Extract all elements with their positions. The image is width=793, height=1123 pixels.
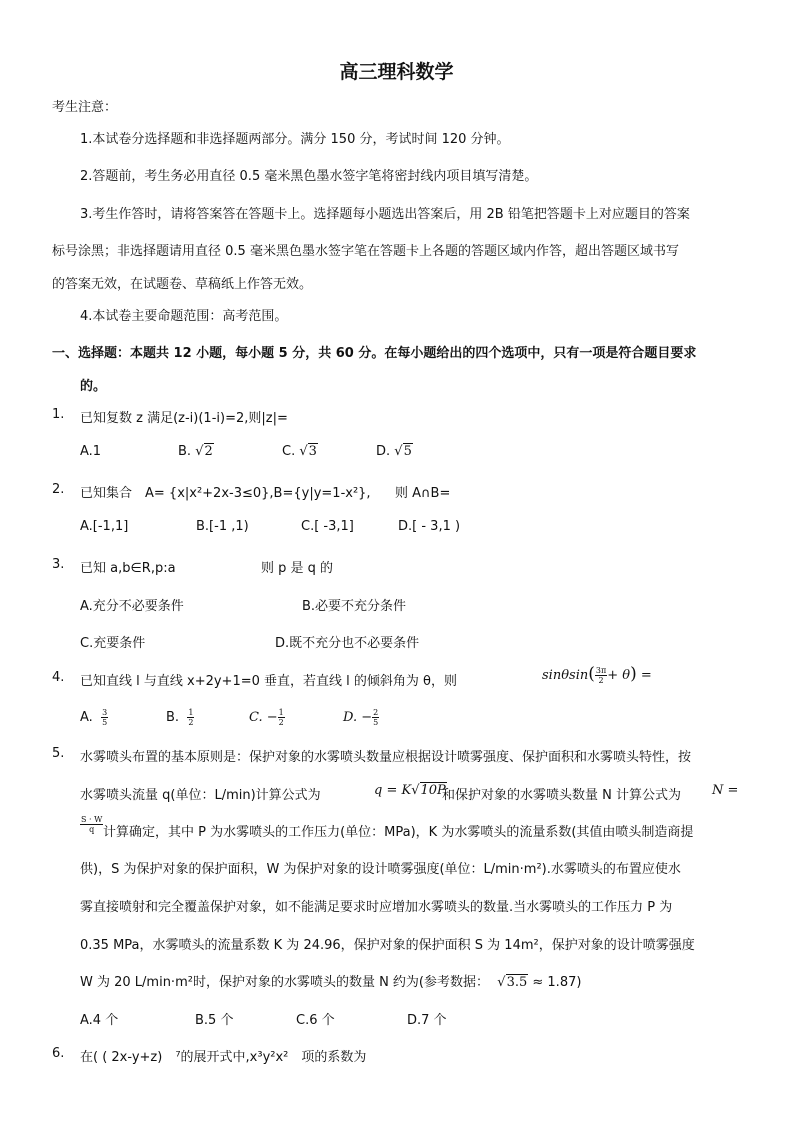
option-c: C.[ -3,1] (301, 519, 354, 534)
sqrt-expression: √3.5 (497, 975, 528, 990)
option-c: C.6 个 (296, 1013, 335, 1028)
option-d: D. √5 (376, 444, 412, 459)
option-b: B.5 个 (195, 1013, 234, 1028)
sqrt-expression: √3 (299, 444, 317, 459)
option-b: B.[-1 ,1) (196, 519, 249, 534)
question-stem: 已知复数 z 满足(z-i)(1-i)=2,则|z|= (80, 411, 288, 426)
option-a: A.1 (80, 444, 102, 459)
option-c: C. − $\frac{1}{2}$ (249, 708, 284, 727)
option-c: C. √3 (282, 444, 317, 459)
flow-formula: q = K√10P (374, 783, 446, 798)
question-stem: 已知集合 A= {x|x²+2x-3≤0},B={y|y=1-x²}, (80, 486, 371, 501)
notice-item-2: 2.答题前，考生务必用直径 0.5 毫米黑色墨水签字笔将密封线内项目填写清楚。 (80, 169, 538, 184)
option-a: A. $\frac{3}{5}$ (80, 708, 108, 727)
question-number: 2. (52, 482, 65, 497)
question-stem: 已知直线 l 与直线 x+2y+1=0 垂直，若直线 l 的倾斜角为 θ，则 (80, 674, 457, 689)
fraction: $\frac{3\pi}{2}$ (595, 666, 607, 685)
sqrt-expression: √10P (411, 783, 446, 798)
trig-expression: sinθsin( $\frac{3\pi}{2}$ + θ) = (542, 664, 652, 685)
section-heading-line1: 一、选择题：本题共 12 小题，每小题 5 分，共 60 分。在每小题给出的四个选项中，只有一项是符合题目要求 (52, 346, 697, 361)
question-number: 1. (52, 407, 65, 422)
sqrt-expression: √5 (394, 444, 412, 459)
fraction: $\frac{1}{2}$ (188, 708, 194, 727)
option-d: D.[ - 3,1 ) (398, 519, 461, 534)
question-stem-line5: 雾直接喷射和完全覆盖保护对象，如不能满足要求时应增加水雾喷头的数量.当水雾喷头的工作压力 P 为 (80, 900, 673, 915)
question-stem-line7: W 为 20 L/min·m²时，保护对象的水雾喷头的数量 N 约为(参考数据： √3.5 ≈ 1.87) (80, 975, 582, 990)
option-d: D.7 个 (407, 1013, 447, 1028)
question-number: 4. (52, 670, 65, 685)
option-a: A.[-1,1] (80, 519, 129, 534)
question-stem: 已知 a,b∈R,p:a (80, 561, 176, 576)
question-stem-line6: 0.35 MPa，水雾喷头的流量系数 K 为 24.96，保护对象的保护面积 S 为 14m²，保护对象的设计喷雾强度 (80, 938, 695, 953)
fraction: $\frac{1}{2}$ (278, 708, 284, 727)
option-a: A.充分不必要条件 (80, 599, 184, 614)
page-title: 高三理科数学 (339, 61, 454, 83)
option-a: A.4 个 (80, 1013, 119, 1028)
notice-item-3-line2: 标号涂黑；非选择题请用直径 0.5 毫米黑色墨水签字笔在答题卡上各题的答题区域内作答，超出答题区域书写 (52, 244, 679, 259)
question-number: 3. (52, 557, 65, 572)
fraction: $\frac{3}{5}$ (102, 708, 108, 727)
count-formula-fraction (80, 815, 103, 834)
question-number: 5. (52, 746, 65, 761)
notice-item-4: 4.本试卷主要命题范围：高考范围。 (80, 309, 288, 324)
option-d: D. − $\frac{2}{5}$ (343, 708, 379, 727)
option-b: B. √2 (178, 444, 213, 459)
question-stem-line2b: 和保护对象的水雾喷头数量 N 计算公式为 (442, 788, 681, 803)
question-stem-tail: 则 A∩B= (395, 486, 451, 501)
question-stem-tail: 则 p 是 q 的 (261, 561, 334, 576)
notice-heading: 考生注意： (52, 100, 118, 115)
count-formula: N = (712, 783, 739, 798)
question-stem-line1: 水雾喷头布置的基本原则是：保护对象的水雾喷头数量应根据设计喷雾强度、保护面积和水雾喷头特性，按 (80, 750, 692, 765)
section-heading-line2: 的。 (80, 379, 107, 394)
option-d: D.既不充分也不必要条件 (275, 636, 420, 651)
notice-item-3-line1: 3.考生作答时，请将答案答在答题卡上。选择题每小题选出答案后，用 2B 铅笔把答题卡上对应题目的答案 (80, 207, 690, 222)
option-c: C.充要条件 (80, 636, 146, 651)
notice-item-1: 1.本试卷分选择题和非选择题两部分。满分 150 分，考试时间 120 分钟。 (80, 132, 510, 147)
fraction: $\frac{S \cdot W}{q}$ (81, 815, 103, 834)
question-stem-line4: 供)，S 为保护对象的保护面积，W 为保护对象的设计喷雾强度(单位：L/min·m²).水雾喷头的布置应使水 (80, 862, 681, 877)
fraction: $\frac{2}{5}$ (373, 708, 379, 727)
sqrt-expression: √2 (195, 444, 213, 459)
question-stem-line3: 计算确定，其中 P 为水雾喷头的工作压力(单位：MPa)，K 为水雾喷头的流量系数(其值由喷头制造商提 (103, 825, 694, 840)
question-stem: 在( ( 2x-y+z) ⁷的展开式中,x³y²x² 项的系数为 (80, 1050, 367, 1065)
option-b: B. $\frac{1}{2}$ (166, 708, 194, 727)
question-number: 6. (52, 1046, 65, 1061)
option-b: B.必要不充分条件 (302, 599, 407, 614)
notice-item-3-line3: 的答案无效，在试题卷、草稿纸上作答无效。 (52, 277, 313, 292)
question-stem-line2a: 水雾喷头流量 q(单位：L/min)计算公式为 (80, 788, 321, 803)
